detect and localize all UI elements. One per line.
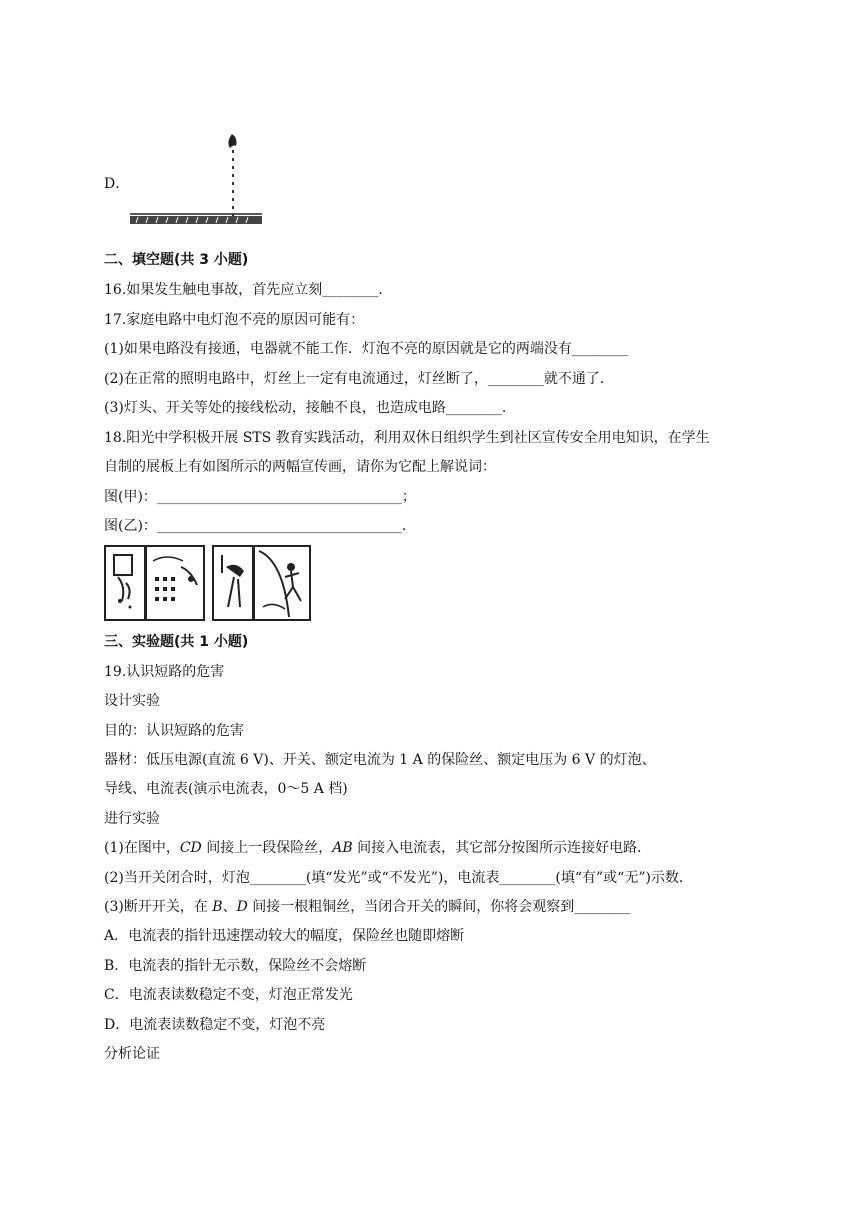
question-18-line2: 自制的展板上有如图所示的两幅宣传画，请你为它配上解说词： xyxy=(104,459,496,475)
experiment-materials-line2: 导线、电流表(演示电流表，0～5 A 档) xyxy=(104,781,348,797)
step3-text-c: 间接一根粗铜丝，当闭合开关的瞬间，你将会观察到________ xyxy=(247,899,631,915)
step1-text-c: 间接入电流表，其它部分按图所示连接好电路． xyxy=(352,840,652,856)
option-d-figure xyxy=(128,128,268,232)
step3-text-b: 、 xyxy=(222,899,237,915)
conduct-experiment-heading: 进行实验 xyxy=(104,811,160,827)
design-experiment-heading: 设计实验 xyxy=(104,693,160,709)
choice-d: D．电流表读数稳定不变，灯泡不亮 xyxy=(104,1017,326,1033)
experiment-step-1 xyxy=(104,838,651,858)
question-18-line1: 18.阳光中学积极开展 STS 教育实践活动，利用双休日组织学生到社区宣传安全用电知识，在学生 xyxy=(104,430,710,446)
experiment-step-3 xyxy=(104,897,630,917)
section3-title: 三、实验题(共 1 小题) xyxy=(104,634,249,650)
question-17-part2: (2)在正常的照明电路中，灯丝上一定有电流通过，灯丝断了，________就不通了． xyxy=(104,371,614,387)
option-d-label: D． xyxy=(104,176,130,192)
poster-yi-left xyxy=(212,545,254,621)
question-18-jia: 图(甲)：___________________________________； xyxy=(104,489,416,505)
section2-title: 二、填空题(共 3 小题) xyxy=(104,252,249,268)
experiment-step-2: (2)当开关闭合时，灯泡________(填“发光”或“不发光”)，电流表________(填“有”或“无”)示数． xyxy=(104,870,693,886)
choice-c: C．电流表读数稳定不变，灯泡正常发光 xyxy=(104,987,353,1003)
question-17-part1: (1)如果电路没有接通，电器就不能工作．灯泡不亮的原因就是它的两端没有________ xyxy=(104,341,628,357)
poster-yi-right xyxy=(253,545,311,621)
step3-d: D xyxy=(236,899,248,915)
analysis-heading: 分析论证 xyxy=(104,1046,160,1062)
experiment-purpose: 目的：认识短路的危害 xyxy=(104,723,244,739)
question-17-stem: 17.家庭电路中电灯泡不亮的原因可能有： xyxy=(104,312,365,328)
step1-text-b: 间接上一段保险丝， xyxy=(201,840,333,856)
step1-cd: CD xyxy=(179,840,202,856)
step1-ab: AB xyxy=(332,840,353,856)
step3-b: B xyxy=(212,899,223,915)
step3-text-a: (3)断开开关，在 xyxy=(104,899,213,915)
question-18-yi: 图(乙)：___________________________________. xyxy=(104,518,407,534)
step1-text-a: (1)在图中， xyxy=(104,840,180,856)
question-16: 16.如果发生触电事故，首先应立刻________. xyxy=(104,282,383,298)
question-17-part3: (3)灯头、开关等处的接线松动，接触不良，也造成电路________. xyxy=(104,400,507,416)
question-19-title: 19.认识短路的危害 xyxy=(104,664,225,680)
choice-a: A．电流表的指针迅速摆动较大的幅度，保险丝也随即熔断 xyxy=(104,928,465,944)
experiment-materials-line1: 器材：低压电源(直流 6 V)、开关、额定电流为 1 A 的保险丝、额定电压为 6 V 的灯泡、 xyxy=(104,752,656,768)
choice-b: B．电流表的指针无示数，保险丝不会熔断 xyxy=(104,958,367,974)
poster-jia-left xyxy=(104,545,146,621)
poster-jia-right xyxy=(145,545,205,621)
